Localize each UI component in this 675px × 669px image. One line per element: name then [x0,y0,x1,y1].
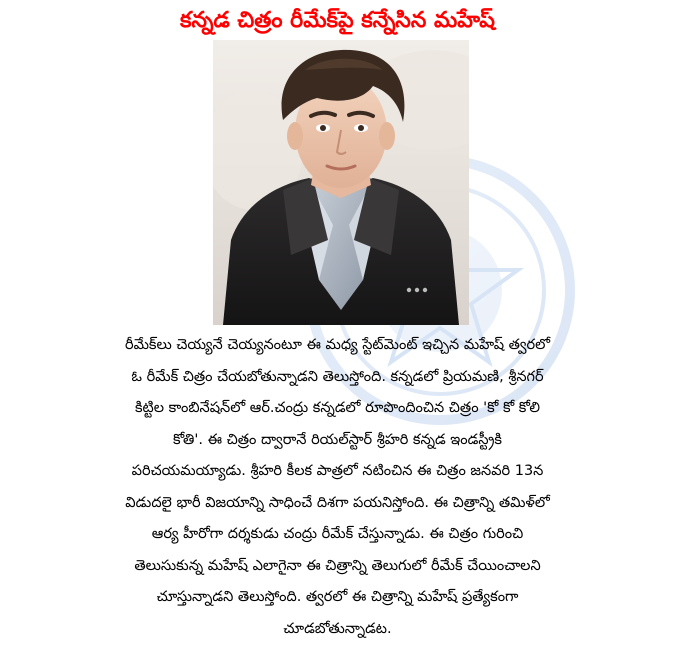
portrait-photo [213,40,469,325]
article-line: విడుదలై భారీ విజయాన్ని సాధించే దిశగా పయనిస్తోంది. ఈ చిత్రాన్ని తమిళ్‌లో [125,494,550,511]
headline: కన్నడ చిత్రం రీమేక్‌పై కన్నేసిన మహేష్ [180,8,495,33]
article-line: కోతి'. ఈ చిత్రం ద్వారానే రియల్‌స్టార్ శ్రీహరి కన్నడ ఇండస్ట్రీకి [172,431,503,448]
article-line: చూడబోతున్నాడట. [283,620,392,637]
article-line: ఓ రీమేక్ చిత్రం చేయబోతున్నాడని తెలుస్తోంది. కన్నడలో ప్రియమణి, శ్రీనగర్ [131,368,544,385]
article-line: రీమేక్‌లు చెయ్యనే చెయ్యనంటూ ఈ మధ్య స్టేట్‌మెంట్ ఇచ్చిన మహేష్ త్వరలో [124,337,551,353]
article-line: ఆర్య హీరోగా దర్శకుడు చంద్రు రీమేక్ చేస్తున్నాడు. ఈ చిత్రం గురించి [151,526,524,542]
article-line: పరిచయమయ్యాడు. శ్రీహరి కీలక పాత్రలో నటించిన ఈ చిత్రం జనవరి 13న [131,463,544,479]
article-body [40,330,635,645]
article-line: కిట్టిల కాంబినేషన్‌లో ఆర్.చంద్రు కన్నడలో రూపొందించిన చిత్రం 'కో కో కోలి [134,400,541,416]
article-line: తెలుసుకున్న మహేష్ ఎలాగైనా ఈ చిత్రాన్ని తెలుగులో రీమేక్ చేయించాలని [134,557,541,574]
portrait-photo-icon [213,40,469,325]
article-line: చూస్తున్నాడని తెలుస్తోంది. త్వరలో ఈ చిత్రాన్ని మహేష్ ప్రత్యేకంగా [156,589,519,605]
